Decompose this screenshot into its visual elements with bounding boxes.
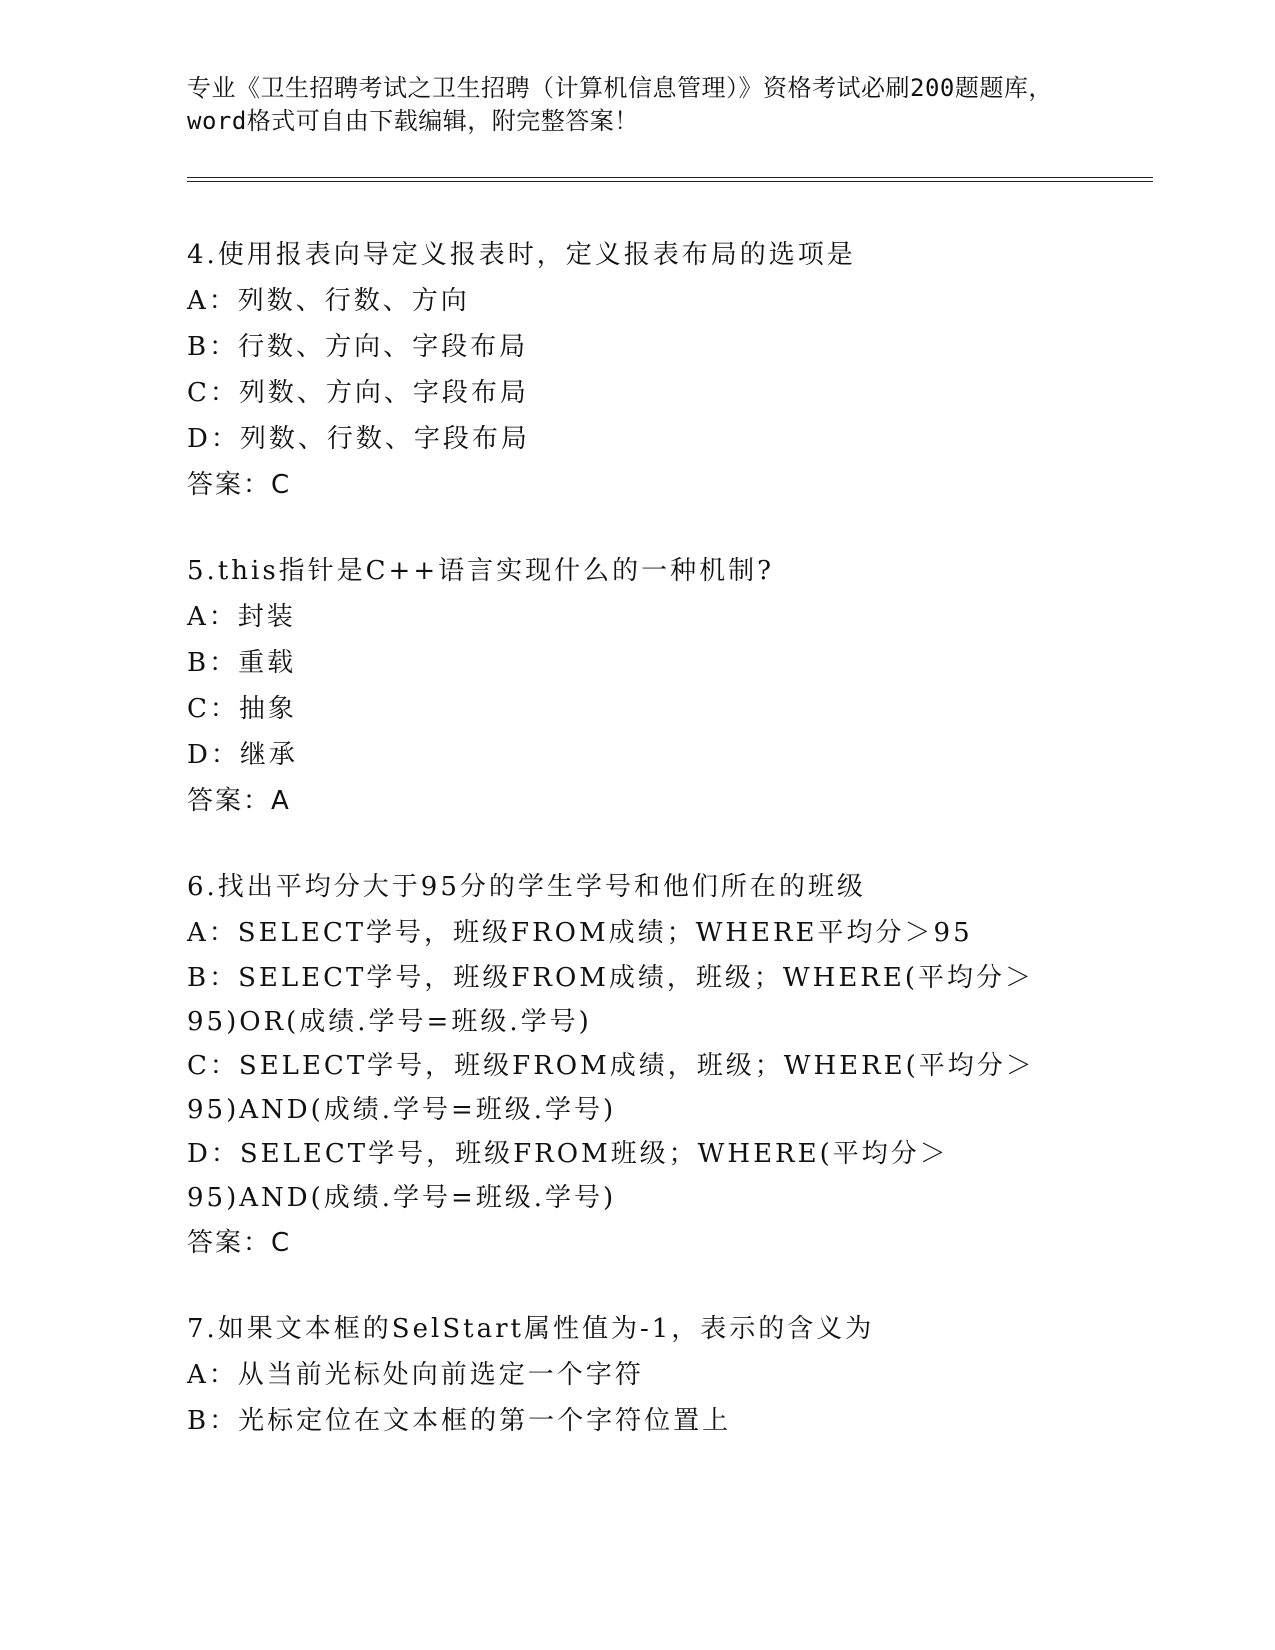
header-line-1: 专业《卫生招聘考试之卫生招聘（计算机信息管理）》资格考试必刷200题题库，	[187, 74, 1053, 102]
option-a: A：SELECT学号，班级FROM成绩；WHERE平均分＞95	[187, 918, 973, 948]
answer: 答案：A	[187, 786, 291, 816]
question-stem: 6.找出平均分大于95分的学生学号和他们所在的班级	[187, 872, 866, 902]
document-header	[187, 72, 1087, 138]
question-list	[187, 232, 1087, 1484]
header-line-2: word格式可自由下载编辑，附完整答案！	[187, 107, 639, 135]
option-b: B：行数、方向、字段布局	[187, 332, 529, 362]
option-c: C：SELECT学号，班级FROM成绩，班级；WHERE(平均分＞95)AND(成绩.学号=班级.学号)	[187, 1051, 1035, 1125]
question-stem: 5.this指针是C++语言实现什么的一种机制?	[187, 556, 775, 586]
option-d: D：SELECT学号，班级FROM班级；WHERE(平均分＞95)AND(成绩.学号=班级.学号)	[187, 1139, 949, 1213]
question-5	[187, 548, 1087, 824]
option-b: B：重载	[187, 648, 297, 678]
option-b: B：光标定位在文本框的第一个字符位置上	[187, 1406, 732, 1436]
option-a: A：从当前光标处向前选定一个字符	[187, 1360, 644, 1390]
option-d: D：列数、行数、字段布局	[187, 424, 530, 454]
question-7	[187, 1306, 1087, 1444]
option-c: C：抽象	[187, 694, 297, 724]
answer: 答案：C	[187, 1228, 292, 1258]
option-a: A：列数、行数、方向	[187, 286, 470, 316]
answer: 答案：C	[187, 470, 292, 500]
question-stem: 4.使用报表向导定义报表时，定义报表布局的选项是	[187, 240, 856, 270]
option-b: B：SELECT学号，班级FROM成绩，班级；WHERE(平均分＞95)OR(成绩.学号=班级.学号)	[187, 963, 1035, 1037]
option-c: C：列数、方向、字段布局	[187, 378, 529, 408]
option-d: D：继承	[187, 740, 298, 770]
double-divider	[187, 177, 1153, 182]
question-stem: 7.如果文本框的SelStart属性值为-1，表示的含义为	[187, 1314, 875, 1344]
question-6	[187, 864, 1087, 1266]
question-4	[187, 232, 1087, 508]
option-a: A：封装	[187, 602, 296, 632]
